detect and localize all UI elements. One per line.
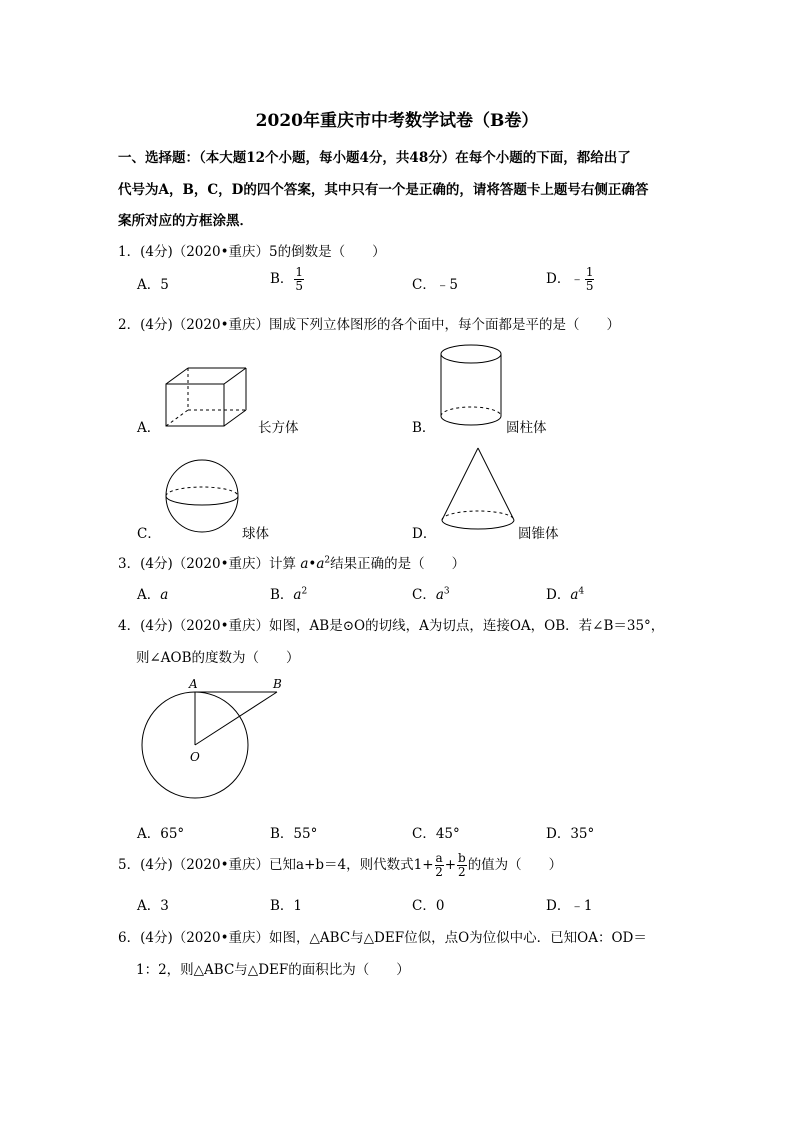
q3-option-d-var: a <box>570 587 579 603</box>
question-6-stem-line-1: 6．(4分)（2020•重庆）如图，△ABC与△DEF位似，点O为位似中心．已知OA：OD＝ <box>118 930 647 946</box>
q2-option-a-caption: 长方体 <box>258 420 299 436</box>
q3-option-b-exp: 2 <box>301 586 308 597</box>
q1-option-b-prefix: B． <box>270 271 294 288</box>
q5-fraction-a-denominator: 2 <box>435 865 443 880</box>
q4-option-a: A．65° <box>137 826 185 842</box>
q3-dot: • <box>308 556 317 572</box>
q2-option-c-caption: 球体 <box>242 526 269 542</box>
q3-option-c <box>412 583 450 603</box>
q5-option-c: C．0 <box>412 898 445 914</box>
question-5-stem <box>118 852 562 879</box>
q2-option-d-caption: 圆锥体 <box>518 526 559 542</box>
q1-option-b-denominator: 5 <box>295 279 304 294</box>
q3-var-a2: a <box>316 556 325 572</box>
q2-option-d: D． <box>412 526 437 542</box>
section-instructions-line-1: 一、选择题：（本大题12个小题，每小题4分，共48分）在每个小题的下面，都给出了 <box>118 150 631 166</box>
q3-option-d <box>546 583 584 603</box>
q3-option-c-prefix: C． <box>412 587 436 603</box>
q1-option-d-numerator: 1 <box>585 265 594 279</box>
q1-option-d <box>546 266 595 293</box>
cuboid-figure <box>160 362 260 432</box>
q3-option-d-prefix: D． <box>546 587 571 603</box>
q3-option-c-var: a <box>435 587 444 603</box>
q5-option-a: A．3 <box>137 898 169 914</box>
q1-option-d-prefix: D．﹣ <box>546 271 584 288</box>
q1-option-b <box>270 266 305 293</box>
q2-option-a: A． <box>137 420 161 436</box>
q5-option-d: D．﹣1 <box>546 898 593 914</box>
question-1-stem: 1．(4分)（2020•重庆）5的倒数是（ ） <box>118 244 386 260</box>
q5-fraction-a <box>435 852 444 879</box>
q3-option-a <box>137 583 168 603</box>
q3-option-b-prefix: B． <box>270 587 294 603</box>
q4-option-b: B．55° <box>270 826 318 842</box>
q5-fraction-b <box>457 852 467 879</box>
q1-option-a: A．5 <box>137 277 169 293</box>
q2-option-b-caption: 圆柱体 <box>506 420 547 436</box>
q2-option-c: C． <box>137 526 161 542</box>
q1-option-b-fraction <box>294 266 304 293</box>
q3-exp: 2 <box>324 555 331 566</box>
q3-option-b-var: a <box>293 587 302 603</box>
section-instructions-line-2: 代号为A，B，C，D的四个答案，其中只有一个是正确的，请将答题卡上题号右侧正确答 <box>118 182 649 198</box>
section-instructions-line-3: 案所对应的方框涂黑． <box>118 213 253 229</box>
q3-stem-prefix: 3．(4分)（2020•重庆）计算 <box>118 556 301 572</box>
question-2-stem: 2．(4分)（2020•重庆）围成下列立体图形的各个面中，每个面都是平的是（ ） <box>118 317 621 333</box>
page-title: 2020年重庆市中考数学试卷（B卷） <box>255 111 539 131</box>
q5-fraction-b-numerator: b <box>458 851 466 865</box>
cylinder-figure <box>436 340 512 432</box>
q5-stem-suffix: 的值为（ ） <box>467 857 563 874</box>
q5-option-b: B．1 <box>270 898 303 914</box>
q5-stem-prefix: 5．(4分)（2020•重庆）已知a+b＝4，则代数式1+ <box>118 857 434 874</box>
q1-option-d-denominator: 5 <box>585 279 594 294</box>
cone-figure <box>438 444 522 534</box>
q3-option-a-prefix: A． <box>137 587 161 603</box>
q3-option-c-exp: 3 <box>443 586 450 597</box>
q3-option-d-exp: 4 <box>578 586 585 597</box>
q3-option-b <box>270 583 307 603</box>
q5-fraction-b-denominator: 2 <box>458 865 466 880</box>
q5-plus: + <box>444 857 456 874</box>
circle-tangent-figure <box>136 676 296 806</box>
figure-label-o: O <box>190 750 200 764</box>
q5-fraction-a-numerator: a <box>435 851 443 865</box>
q2-option-b: B． <box>412 420 436 436</box>
sphere-figure <box>162 456 252 540</box>
q4-option-d: D．35° <box>546 826 595 842</box>
q1-option-d-fraction <box>585 266 595 293</box>
q3-stem-suffix: 结果正确的是（ ） <box>330 556 466 572</box>
question-6-stem-line-2: 1：2，则△ABC与△DEF的面积比为（ ） <box>136 962 410 978</box>
figure-label-a: A <box>189 677 198 691</box>
q3-var-a1: a <box>300 556 309 572</box>
q1-option-c: C．﹣5 <box>412 277 458 293</box>
figure-label-b: B <box>273 677 282 691</box>
q3-option-a-var: a <box>160 587 169 603</box>
question-4-stem-line-1: 4．(4分)（2020•重庆）如图，AB是⊙O的切线，A为切点，连接OA，OB．若∠B＝35°， <box>118 618 665 634</box>
q1-option-b-numerator: 1 <box>295 265 304 279</box>
q4-option-c: C．45° <box>412 826 460 842</box>
question-4-stem-line-2: 则∠AOB的度数为（ ） <box>136 650 300 666</box>
question-3-stem <box>118 552 465 572</box>
